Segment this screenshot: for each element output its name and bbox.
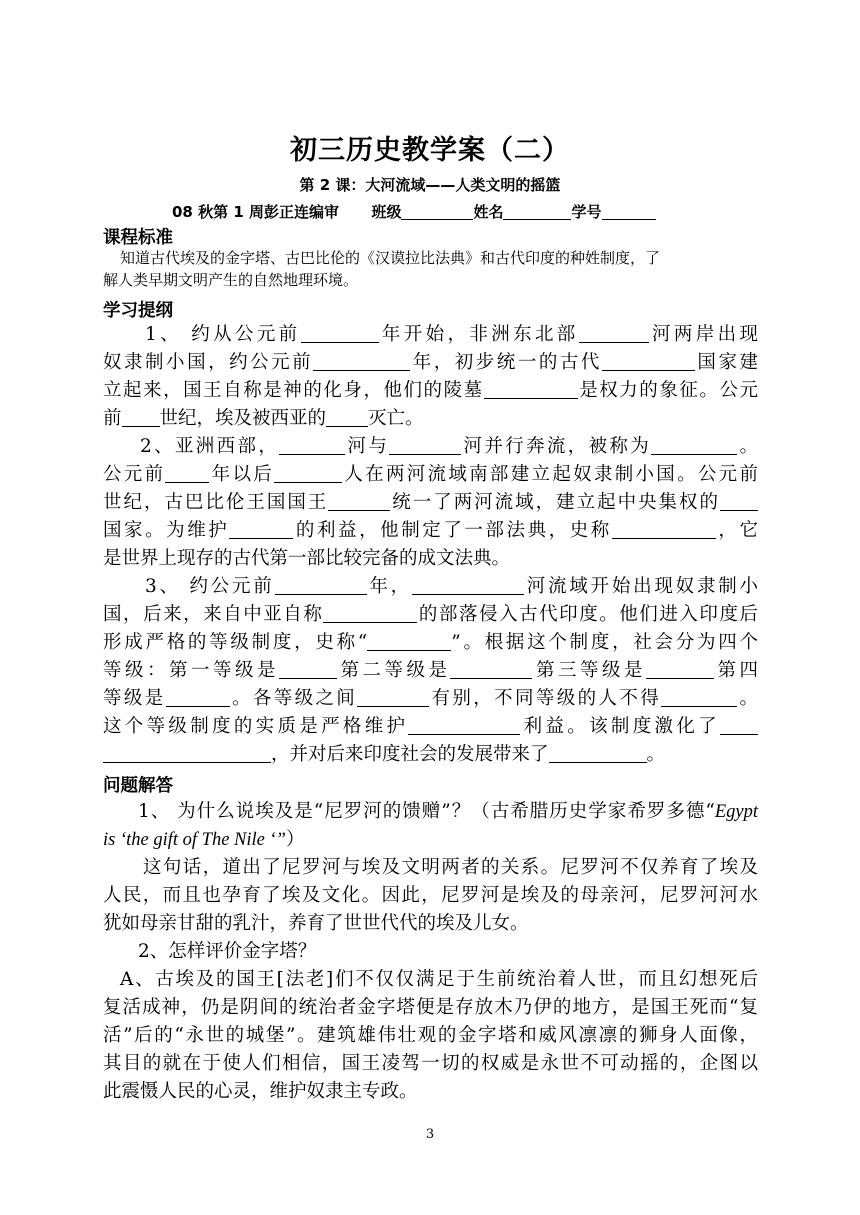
blank[interactable] [612,520,716,539]
qa-a2-line1: A、古埃及的国王[法老]们不仅仅满足于生前统治着人世，而且幻想死后 [120,969,758,990]
qa-a1-line1: 这句话，道出了尼罗河与埃及文明两者的关系。尼罗河不仅养育了埃及 [143,857,758,878]
curriculum-text-1: 知道古代埃及的金字塔、古巴比伦的《汉谟拉比法典》和古代印度的种姓制度，了 [120,249,661,267]
qa-a1-line2: 人民，而且也孕育了埃及文化。因此，尼罗河是埃及的母亲河，尼罗河河水 [103,885,758,906]
blank[interactable] [279,436,345,455]
id-blank[interactable] [602,201,656,220]
meta-name-label: 姓名 [473,203,504,221]
blank[interactable] [602,352,695,371]
blank[interactable] [357,688,429,707]
outline-q2-line4: 国家。为维护 的利益，他制定了一部法典，史称 ，它 [103,520,758,541]
blank[interactable] [720,492,758,511]
outline-q1-line3: 立起来，国王自称是神的化身，他们的陵墓 是权力的象征。公元 [103,380,758,401]
blank[interactable] [484,380,578,399]
qa-a1-line3: 犹如母亲甘甜的乳汁，养育了世世代代的埃及儿女。 [103,913,529,934]
page-title: 初三历史教学案（二） [290,135,570,166]
blank[interactable] [389,436,461,455]
blank[interactable] [720,716,758,735]
meta-class-label: 班级 [371,203,402,221]
section-heading-curriculum: 课程标准 [103,228,173,248]
blank[interactable] [274,464,342,483]
blank[interactable] [301,324,379,343]
blank[interactable] [651,436,737,455]
lesson-subtitle: 第 2 课：大河流域——人类文明的摇篮 [299,176,561,194]
qa-a2-line4: 其目的就在于使人们相信，国王凌驾一切的权威是永世不可动摇的，企图以 [103,1053,758,1074]
meta-id-label: 学号 [571,203,602,221]
blank[interactable] [275,576,367,595]
outline-q3-line1: 3、 约公元前 年， 河流域开始出现奴隶制小 [145,576,758,597]
blank[interactable] [328,492,390,511]
blank[interactable] [122,408,160,427]
outline-q1-line2: 奴隶制小国，约公元前 年，初步统一的古代 国家建 [103,352,758,373]
blank[interactable] [165,464,209,483]
qa-a2-line2: 复活成神，仍是阴间的统治者金字塔便是存放木乃伊的地方，是国王死而“复 [103,997,758,1018]
outline-q1-line1: 1、 约从公元前 年开始，非洲东北部 河两岸出现 [145,324,758,345]
blank[interactable] [166,688,230,707]
blank[interactable] [323,604,417,623]
blank[interactable] [549,744,647,763]
blank[interactable] [279,660,337,679]
meta-line [172,201,656,222]
name-blank[interactable] [503,201,571,220]
curriculum-text-2: 解人类早期文明产生的自然地理环境。 [103,271,359,289]
section-heading-outline: 学习提纲 [103,301,173,321]
blank[interactable] [450,660,532,679]
blank[interactable] [103,744,271,763]
outline-q3-line7: ，并对后来印度社会的发展带来了 。 [103,742,758,768]
section-heading-qa: 问题解答 [103,776,173,796]
blank[interactable] [326,408,368,427]
outline-q3-line5: 等级是 。各等级之间 有别，不同等级的人不得 。 [103,688,758,709]
outline-q2-line5: 是世界上现存的古代第一部比较完备的成文法典。 [103,548,511,569]
qa-q1-line1: 1、 为什么说埃及是“尼罗河的馈赠”？（古希腊历史学家希罗多德“Egypt [138,801,758,822]
outline-q2-line1: 2、亚洲西部， 河与 河并行奔流，被称为 。 [140,436,758,457]
qa-a2-line5: 此震慑人民的心灵，维护奴隶主专政。 [103,1081,418,1102]
outline-q3-line6: 这个等级制度的实质是严格维护 利益。该制度激化了 [103,714,758,740]
outline-q2-line3: 世纪，古巴比伦王国国王 统一了两河流域，建立起中央集权的 [103,490,758,516]
qa-q2: 2、怎样评价金字塔？ [138,941,317,962]
class-blank[interactable] [401,201,473,220]
blank[interactable] [661,688,737,707]
qa-a2-line3: 活”后的“永世的城堡”。建筑雄伟壮观的金字塔和威风凛凛的狮身人面像， [103,1025,758,1046]
blank[interactable] [229,520,293,539]
outline-q3-line3: 形成严格的等级制度，史称“ ”。根据这个制度，社会分为四个 [103,632,758,653]
blank[interactable] [646,660,714,679]
outline-q2-line2: 公元前 年以后 人在两河流域南部建立起奴隶制小国。公元前 [103,464,758,485]
page-number: 3 [425,1127,435,1142]
blank[interactable] [412,576,524,595]
outline-q3-line2: 国，后来，来自中亚自称 的部落侵入古代印度。他们进入印度后 [103,604,758,625]
meta-editor: 08 秋第 1 周彭正连编审 [172,203,339,221]
blank[interactable] [313,352,410,371]
blank[interactable] [367,632,451,651]
qa-q1-line2: is ‘the gift of The Nile ‘”） [103,829,305,850]
outline-q3-line4: 等级：第一等级是 第二等级是 第三等级是 第四 [103,660,758,681]
blank[interactable] [408,716,520,735]
outline-q1-line4: 前 世纪，埃及被西亚的 灭亡。 [103,408,424,429]
blank[interactable] [579,324,649,343]
